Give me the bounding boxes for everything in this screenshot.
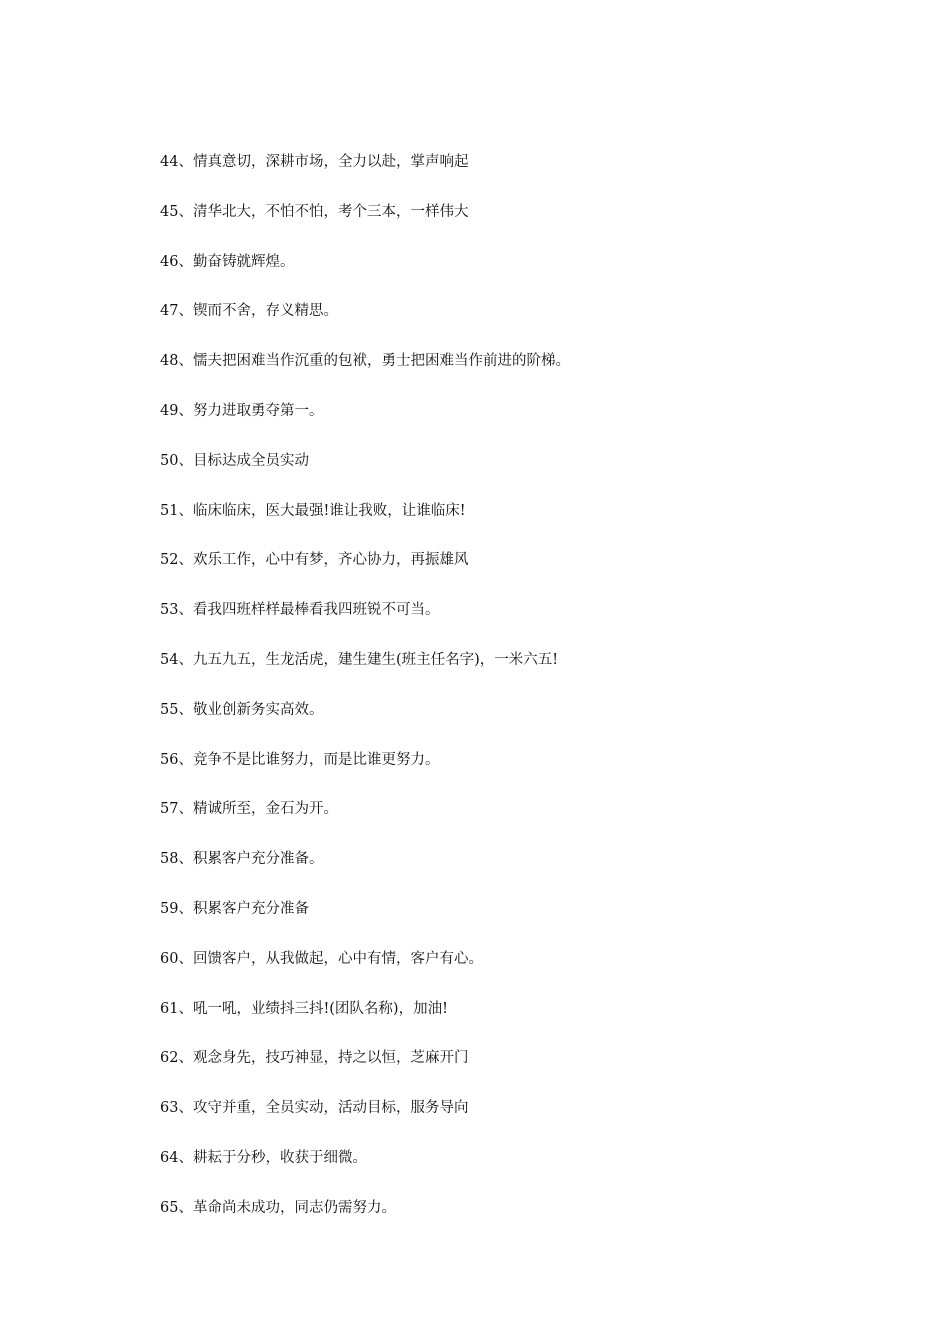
list-item: 56、竞争不是比谁努力，而是比谁更努力。 xyxy=(160,751,440,768)
list-item: 54、九五九五，生龙活虎，建生建生(班主任名字)，一米六五! xyxy=(160,651,559,668)
list-item: 49、努力进取勇夺第一。 xyxy=(160,402,324,419)
list-item: 65、革命尚未成功，同志仍需努力。 xyxy=(160,1199,396,1216)
list-item: 45、清华北大，不怕不怕，考个三本，一样伟大 xyxy=(160,203,469,220)
list-item: 50、目标达成全员实动 xyxy=(160,452,309,469)
list-item: 44、情真意切，深耕市场，全力以赴，掌声响起 xyxy=(160,154,469,170)
list-item: 63、攻守并重，全员实动，活动目标，服务导向 xyxy=(160,1100,469,1117)
list-item: 59、积累客户充分准备 xyxy=(160,900,309,917)
list-item: 58、积累客户充分准备。 xyxy=(160,851,324,868)
list-item: 53、看我四班样样最棒看我四班锐不可当。 xyxy=(160,602,440,619)
list-item: 57、精诚所至，金石为开。 xyxy=(160,801,338,818)
list-item: 52、欢乐工作，心中有梦，齐心协力，再振雄风 xyxy=(160,552,469,569)
list-item: 48、懦夫把困难当作沉重的包袱，勇士把困难当作前进的阶梯。 xyxy=(160,353,570,370)
list-item: 62、观念身先，技巧神显，持之以恒，芝麻开门 xyxy=(160,1050,469,1067)
list-item: 64、耕耘于分秒，收获于细微。 xyxy=(160,1149,367,1166)
list-item: 47、锲而不舍，存义精思。 xyxy=(160,303,338,320)
list-item: 60、回馈客户，从我做起，心中有情，客户有心。 xyxy=(160,950,483,967)
slogan-list xyxy=(160,150,570,1246)
list-item: 61、吼一吼，业绩抖三抖!(团队名称)，加油! xyxy=(160,1000,448,1017)
list-item: 46、勤奋铸就辉煌。 xyxy=(160,253,295,270)
list-item: 55、敬业创新务实高效。 xyxy=(160,701,324,718)
list-item: 51、临床临床，医大最强!谁让我败，让谁临床! xyxy=(160,502,466,519)
